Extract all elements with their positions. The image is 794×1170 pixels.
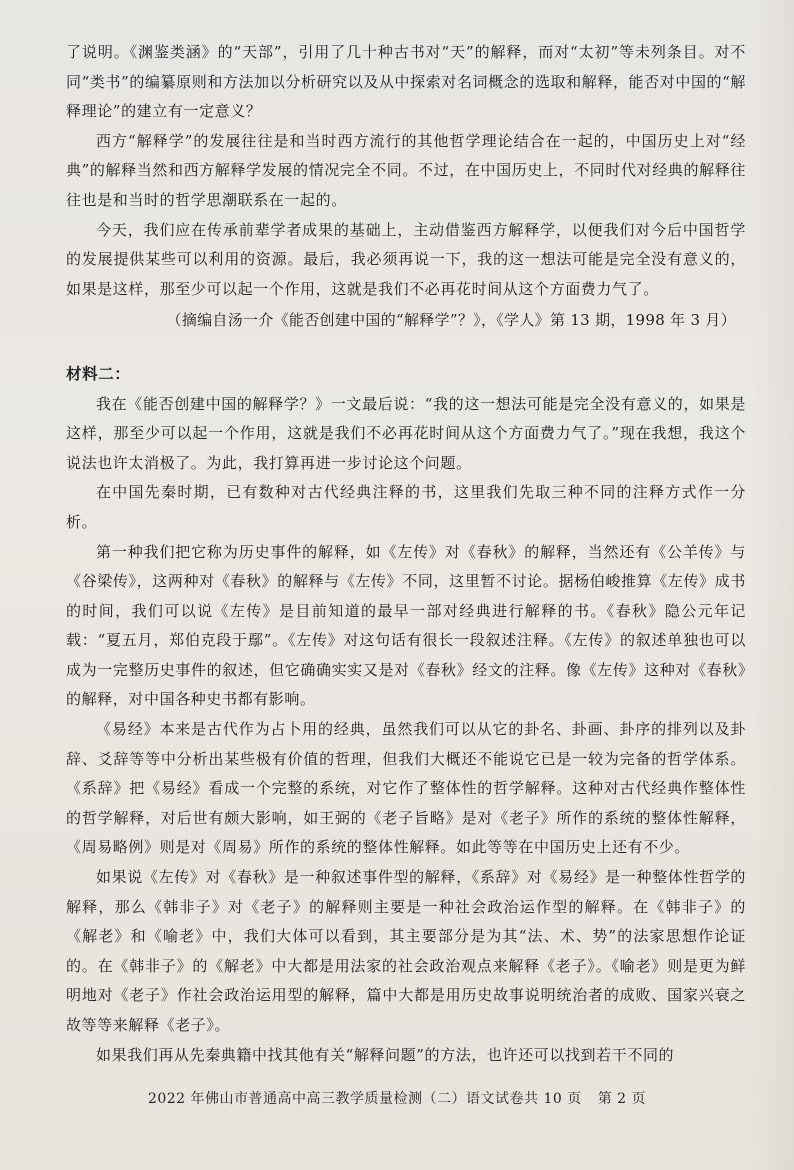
- paragraph-today: 今天，我们应在传承前辈学者成果的基础上，主动借鉴西方解释学，以便我们对今后中国哲学的发展提供某些可以利用的资源。最后，我必须再说一下，我的这一想法可能是完全没有意义的，如果是这样，那至少可以起一个作用，这就是我们不必再花时间从这个方面费力气了。: [66, 220, 746, 298]
- paragraph-western-hermeneutics: 西方“解释学”的发展往往是和当时西方流行的其他哲学理论结合在一起的，中国历史上对“经典”的解释当然和西方解释学发展的情况完全不同。不过，在中国历史上，不同时代对经典的解释往往也是和当时的哲学思潮联系在一起的。: [66, 131, 746, 209]
- footer-page-number: 第 2 页: [597, 1091, 647, 1107]
- page-content: [66, 38, 746, 1070]
- paragraph-pre-qin: 在中国先秦时期，已有数种对古代经典注释的书，这里我们先取三种不同的注释方式作一分析。: [66, 483, 746, 531]
- paragraph-hanfeizi: 如果说《左传》对《春秋》是一种叙述事件型的解释，《系辞》对《易经》是一种整体性哲学的解释，那么《韩非子》对《老子》的解释则主要是一种社会政治运作型的解释。在《韩非子》的《解老》和《喻老》中，我们大体可以看到，其主要部分是为其“法、术、势”的法家思想作论证的。在《韩非子》的《解老》中大都是用法家的社会政治观点来解释《老子》。《喻老》则是更为鲜明地对《老子》作社会政治运用型的解释，篇中大都是用历史故事说明统治者的成败、国家兴衰之故等等来解释《老子》。: [66, 868, 746, 1034]
- material-two-heading: 材料二：: [66, 364, 131, 383]
- paragraph-further: 如果我们再从先秦典籍中找其他有关“解释问题”的方法，也许还可以找到若干不同的: [96, 1045, 675, 1064]
- page-shadow: [754, 0, 794, 1170]
- source-citation: （摘编自汤一介《能否创建中国的“解释学”？》，《学人》第 13 期，1998 年 3 月）: [166, 311, 736, 330]
- paragraph-zuozhuan: 第一种我们把它称为历史事件的解释，如《左传》对《春秋》的解释，当然还有《公羊传》与《谷梁传》，这两种对《春秋》的解释与《左传》不同，这里暂不讨论。据杨伯峻推算《左传》成书的时间，我们可以说《左传》是目前知道的最早一部对经典进行解释的书。《春秋》隐公元年记载：“夏五月，郑伯克段于鄢”。《左传》对这句话有很长一段叙述注释。《左传》的叙述单独也可以成为一完整历史事件的叙述，但它确确实实又是对《春秋》经文的注释。像《左传》这种对《春秋》的解释，对中国各种史书都有影响。: [66, 542, 746, 709]
- page-footer: [0, 1088, 794, 1108]
- footer-exam-title: 2022 年佛山市普通高中高三教学质量检测（二）语文试卷共 10 页: [147, 1091, 582, 1107]
- paragraph-material2-intro: 我在《能否创建中国的解释学？》一文最后说：“我的这一想法可能是完全没有意义的，如果是这样，那至少可以起一个作用，这就是我们不必再花时间从这个方面费力气了。”现在我想，我这个说法也许太消极了。为此，我打算再进一步讨论这个问题。: [66, 394, 746, 472]
- paragraph-yijing: 《易经》本来是古代作为占卜用的经典，虽然我们可以从它的卦名、卦画、卦序的排列以及卦辞、爻辞等等中分析出某些极有价值的哲理，但我们大概还不能说它已是一较为完备的哲学体系。《系辞》把《易经》看成一个完整的系统，对它作了整体性的哲学解释。这种对古代经典作整体性的哲学解释，对后世有颇大影响，如王弼的《老子旨略》是对《老子》所作的系统的整体性解释，《周易略例》则是对《周易》所作的系统的整体性解释。如此等等在中国历史上还有不少。: [66, 720, 746, 857]
- paragraph-continued: 了说明。《渊鉴类涵》的“天部”，引用了几十种古书对“天”的解释，而对“太初”等未列条目。对不同“类书”的编纂原则和方法加以分析研究以及从中探索对名词概念的选取和解释，能否对中国的“解释理论”的建立有一定意义？: [66, 43, 747, 121]
